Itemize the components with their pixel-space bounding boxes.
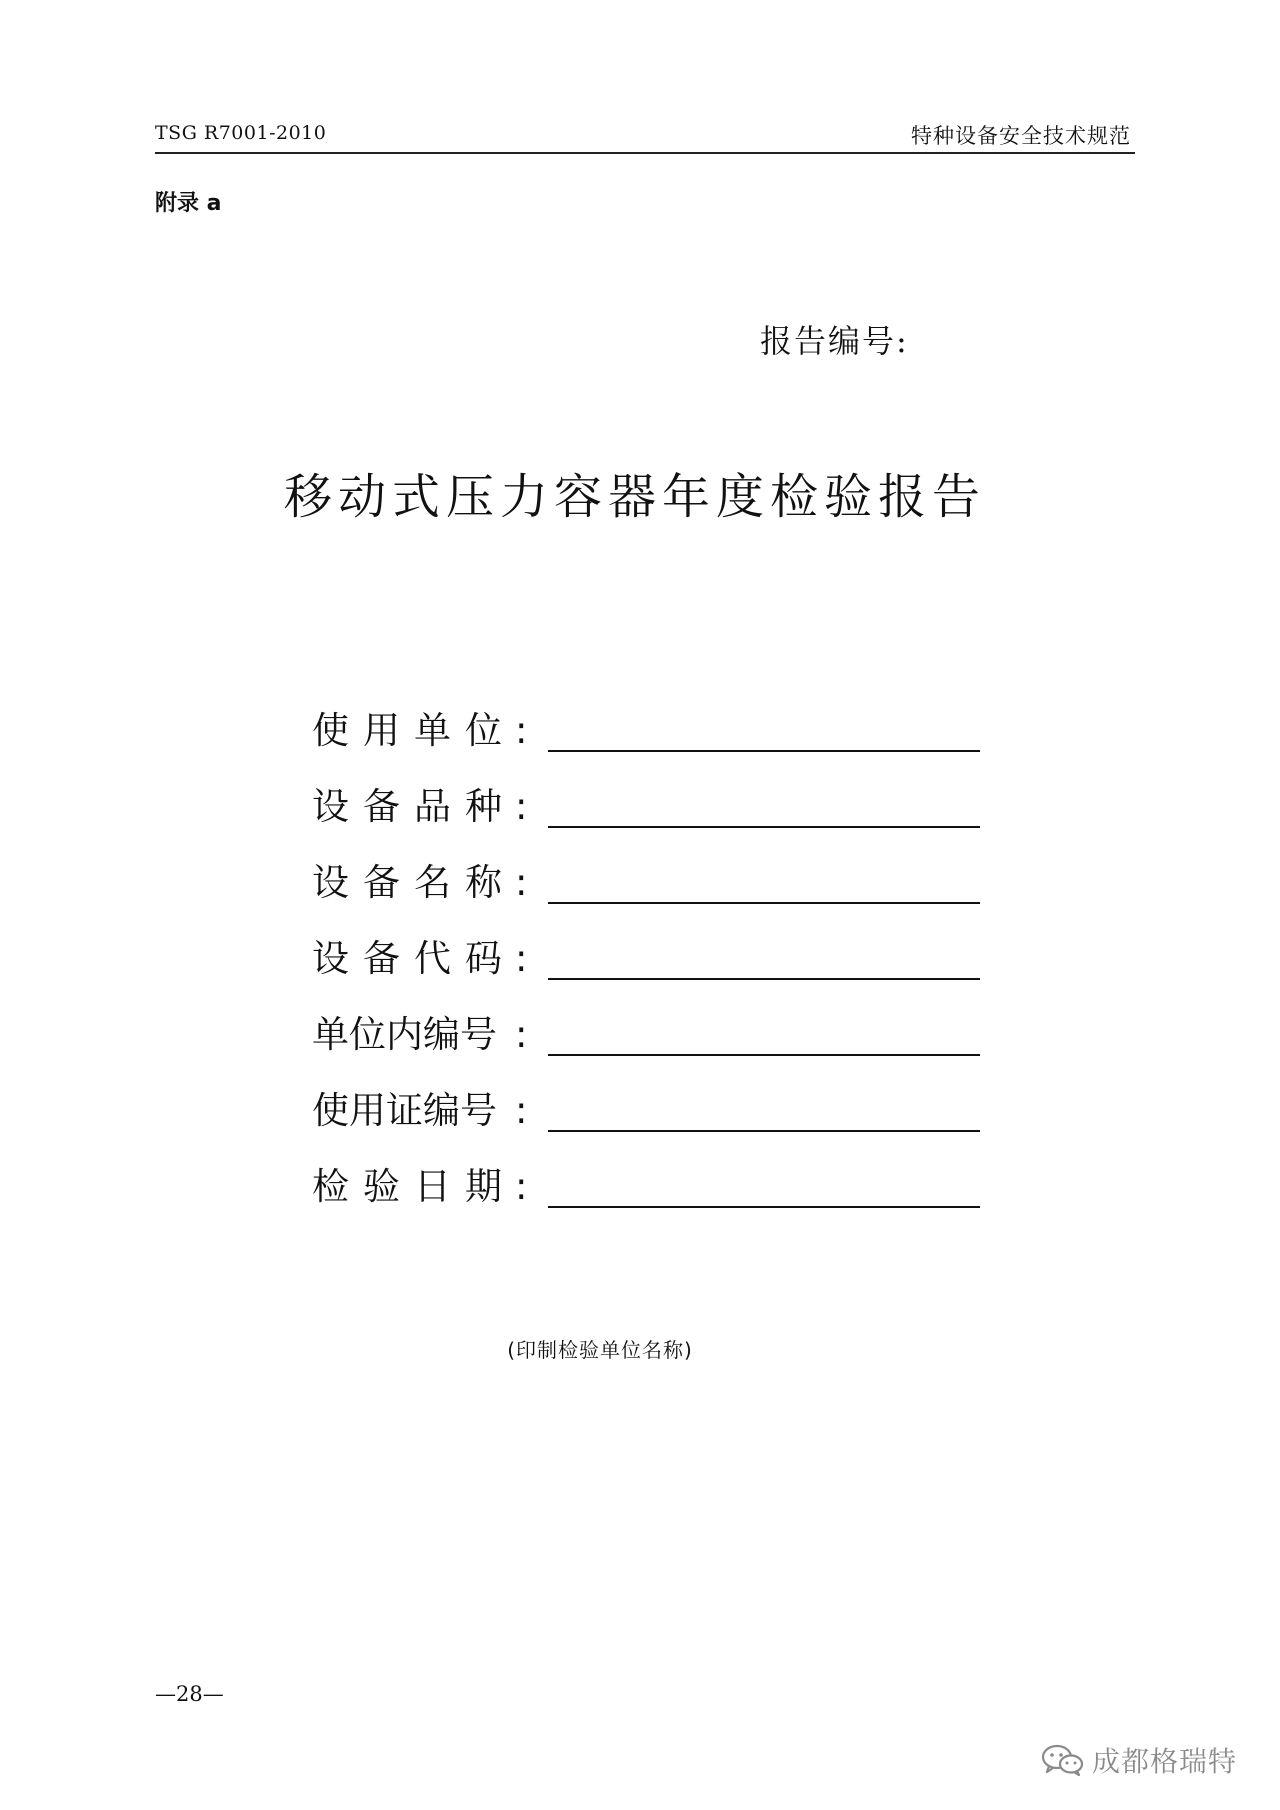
field-label [312,782,502,832]
field-label-char: 日 [414,1165,451,1208]
field-inspection-date [312,1162,1012,1238]
field-colon: : [515,709,528,752]
field-blank-line [548,902,980,904]
field-label-char: 备 [363,861,400,904]
field-blank-line [548,1054,980,1056]
field-blank-line [548,978,980,980]
document-title-row [0,458,1280,527]
field-equipment-code [312,934,1012,1010]
printer-note-row [0,1334,1280,1363]
field-user-unit [312,706,1012,782]
field-label [312,858,502,908]
info-form [312,706,1012,1238]
field-colon: : [515,937,528,980]
field-colon: : [515,861,528,904]
field-label-char: 检 [312,1165,349,1208]
watermark-text: 成都格瑞特 [1092,1745,1238,1778]
field-label-char: 设 [312,937,349,980]
field-label-char: 设 [312,785,349,828]
field-label-char: 备 [363,937,400,980]
field-label-char: 品 [414,785,451,828]
field-equipment-name [312,858,1012,934]
field-label-char: 期 [465,1165,502,1208]
field-label [312,706,502,756]
page-header [155,118,1135,154]
document-title: 移动式压力容器年度检验报告 [283,469,986,525]
wechat-icon [1040,1743,1084,1777]
field-colon: : [515,1089,528,1132]
field-blank-line [548,826,980,828]
field-label [312,934,502,984]
field-label-char: 种 [465,785,502,828]
field-colon: : [515,785,528,828]
printer-note: (印制检验单位名称) [507,1338,693,1362]
field-label-char: 位 [465,709,502,752]
field-label [312,1162,502,1212]
field-label-char: 使 [312,709,349,752]
field-blank-line [548,1206,980,1208]
appendix-label: 附录 a [155,191,222,216]
field-blank-line [548,1130,980,1132]
field-blank-line [548,750,980,752]
watermark [1040,1740,1237,1780]
field-label-char: 设 [312,861,349,904]
field-label-char: 称 [465,861,502,904]
field-label-char: 码 [465,937,502,980]
field-internal-number [312,1010,1012,1086]
field-label-char: 验 [363,1165,400,1208]
standard-code: TSG R7001-2010 [155,122,327,144]
field-label-char: 单 [414,709,451,752]
report-number-label: 报告编号: [760,322,909,360]
field-equipment-type [312,782,1012,858]
field-certificate-number [312,1086,1012,1162]
field-label-char: 用 [363,709,400,752]
field-colon: : [515,1165,528,1208]
field-label: 单位内编号 [312,1013,497,1056]
field-colon: : [515,1013,528,1056]
field-label-char: 名 [414,861,451,904]
field-label-char: 代 [414,937,451,980]
field-label-char: 备 [363,785,400,828]
field-label: 使用证编号 [312,1089,497,1132]
series-title: 特种设备安全技术规范 [911,124,1131,148]
page-number: —28— [155,1682,224,1706]
